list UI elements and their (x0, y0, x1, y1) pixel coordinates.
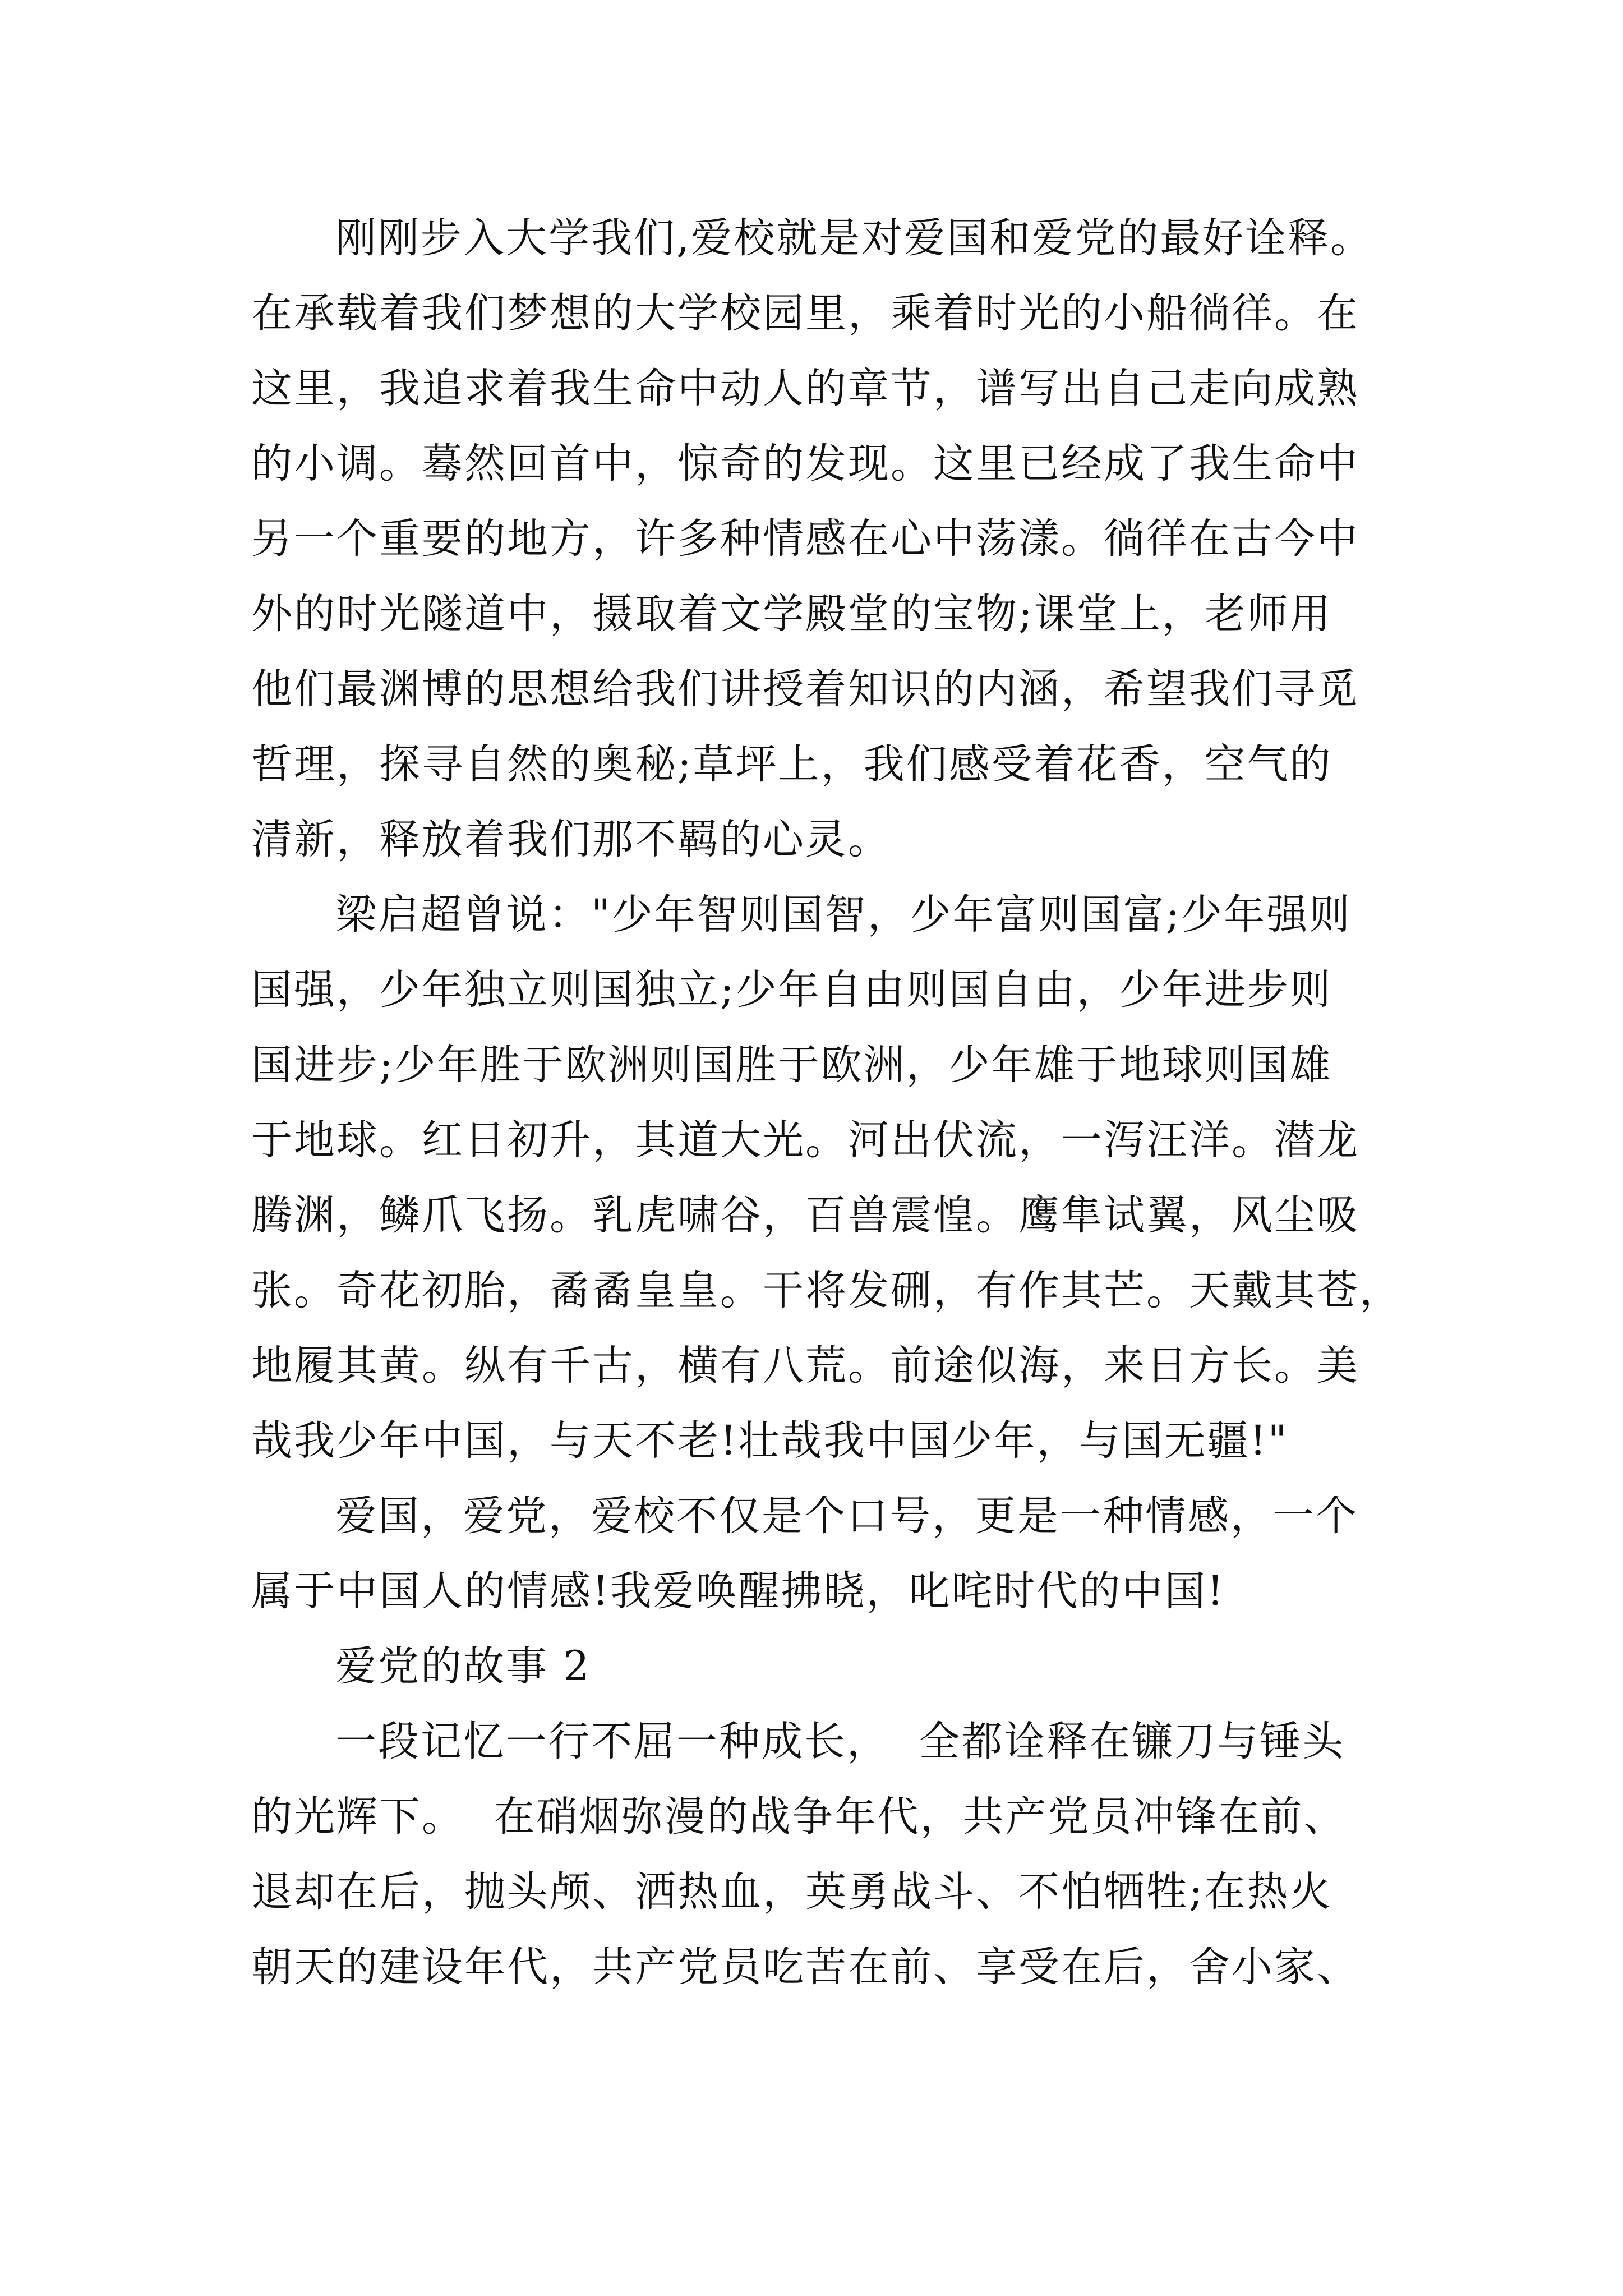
text-line: 外的时光隧道中，摄取着文学殿堂的宝物;课堂上，老师用 (251, 590, 1332, 638)
text-line: 国强，少年独立则国独立;少年自由则国自由，少年进步则 (251, 966, 1332, 1014)
text-line: 另一个重要的地方，许多种情感在心中荡漾。徜徉在古今中 (251, 515, 1359, 563)
text-line: 爱党的故事 2 (335, 1642, 591, 1690)
text-line: 在承载着我们梦想的大学校园里，乘着时光的小船徜徉。在 (251, 289, 1359, 337)
text-line: 退却在后，抛头颅、洒热血，英勇战斗、不怕牺牲;在热火 (251, 1868, 1332, 1916)
text-line: 于地球。红日初升，其道大光。河出伏流，一泻汪洋。潜龙 (251, 1116, 1359, 1164)
text-line: 哉我少年中国，与天不老!壮哉我中国少年，与国无疆!" (251, 1417, 1289, 1465)
text-line: 张。奇花初胎，矞矞皇皇。干将发硎，有作其芒。天戴其苍， (251, 1267, 1402, 1314)
text-line: 属于中国人的情感!我爱唤醒拂晓，叱咤时代的中国! (251, 1567, 1225, 1615)
text-line: 朝天的建设年代，共产党员吃苦在前、享受在后，舍小家、 (251, 1943, 1359, 1991)
text-line: 哲理，探寻自然的奥秘;草坪上，我们感受着花香，空气的 (251, 740, 1332, 788)
text-line: 一段记忆一行不屈一种成长， 全都诠释在镰刀与锤头 (335, 1718, 1345, 1765)
text-line: 的光辉下。 在硝烟弥漫的战争年代，共产党员冲锋在前、 (251, 1793, 1347, 1841)
text-line: 的小调。蓦然回首中，惊奇的发现。这里已经成了我生命中 (251, 440, 1359, 487)
text-line: 这里，我追求着我生命中动人的章节，谱写出自己走向成熟 (251, 365, 1359, 412)
text-line: 梁启超曾说："少年智则国智，少年富则国富;少年强则 (335, 891, 1352, 938)
text-line: 爱国，爱党，爱校不仅是个口号，更是一种情感，一个 (335, 1492, 1358, 1540)
text-line: 他们最渊博的思想给我们讲授着知识的内涵，希望我们寻觅 (251, 665, 1359, 713)
text-line: 国进步;少年胜于欧洲则国胜于欧洲，少年雄于地球则国雄 (251, 1041, 1332, 1089)
text-line: 腾渊，鳞爪飞扬。乳虎啸谷，百兽震惶。鹰隼试翼，风尘吸 (251, 1191, 1359, 1239)
text-line: 刚刚步入大学我们,爱校就是对爱国和爱党的最好诠释。 (335, 214, 1373, 262)
text-line: 清新，释放着我们那不羁的心灵。 (251, 816, 891, 863)
text-line: 地履其黄。纵有千古，横有八荒。前途似海，来日方长。美 (251, 1342, 1359, 1389)
